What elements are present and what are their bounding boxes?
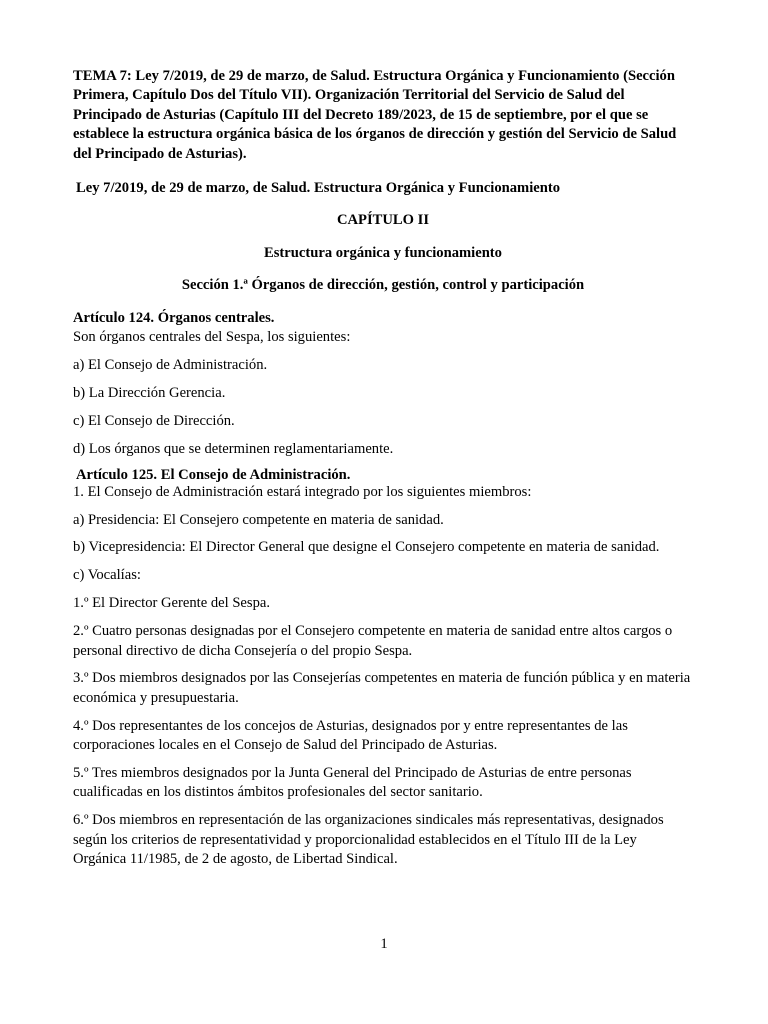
article-125-item: c) Vocalías: — [73, 567, 141, 584]
article-125-item: b) Vicepresidencia: El Director General que designe el Consejero competente en materia de sanidad. — [73, 539, 660, 556]
article-124-item: a) El Consejo de Administración. — [73, 356, 268, 373]
document-title: TEMA 7: Ley 7/2019, de 29 de marzo, de Salud. Estructura Orgánica y Funcionamiento (Sección Primera, Capítulo Dos del Título VII). Organización Territorial del Servicio de Salud del Principado de Asturias (Capítulo III del Decreto 189/2023, de 15 de septiembre, por el que se establece la estructura orgánica básica de los órganos de dirección y gestión del Servicio de Salud del Principado de Asturias). — [73, 68, 677, 162]
article-125-heading: Artículo 125. El Consejo de Administración. — [76, 466, 351, 483]
article-124-intro: Son órganos centrales del Sespa, los siguientes: — [73, 329, 351, 346]
document-body — [73, 67, 693, 878]
article-125-item: 2.º Cuatro personas designadas por el Consejero competente en materia de sanidad entre altos cargos o personal directivo de dicha Consejería o del propio Sespa. — [73, 623, 673, 659]
section-heading: Sección 1.ª Órganos de dirección, gestión, control y participación — [181, 277, 585, 294]
article-125-item: a) Presidencia: El Consejero competente en materia de sanidad. — [73, 511, 444, 528]
chapter-title: Estructura orgánica y funcionamiento — [264, 244, 502, 261]
article-125-item: 1.º El Director Gerente del Sespa. — [73, 595, 271, 612]
article-125-item: 4.º Dos representantes de los concejos de Asturias, designados por y entre representantes de las corporaciones locales en el Consejo de Salud del Principado de Asturias. — [73, 717, 628, 754]
article-125-item: 5.º Tres miembros designados por la Junta General del Principado de Asturias de entre personas cualificadas en los distintos ámbitos profesionales del sector sanitario. — [73, 765, 632, 801]
law-heading: Ley 7/2019, de 29 de marzo, de Salud. Estructura Orgánica y Funcionamiento — [76, 180, 561, 197]
article-124-item: b) La Dirección Gerencia. — [73, 384, 226, 401]
chapter-heading: CAPÍTULO II — [336, 212, 430, 229]
article-124-heading: Artículo 124. Órganos centrales. — [73, 309, 275, 326]
article-124-item: c) El Consejo de Dirección. — [73, 412, 235, 429]
article-125-item: 3.º Dos miembros designados por las Consejerías competentes en materia de función pública y en materia económica y presupuestaria. — [73, 670, 691, 706]
article-125-item: 6.º Dos miembros en representación de las organizaciones sindicales más representativas, designados según los criterios de representatividad y proporcionalidad establecidos en el Título III de la Ley Orgánica 11/1985, de 2 de agosto, de Libertad Sindical. — [73, 812, 664, 868]
article-125-intro: 1. El Consejo de Administración estará integrado por los siguientes miembros: — [73, 483, 532, 500]
page-number: 1 — [380, 936, 388, 952]
article-124-item: d) Los órganos que se determinen reglamentariamente. — [73, 440, 394, 457]
